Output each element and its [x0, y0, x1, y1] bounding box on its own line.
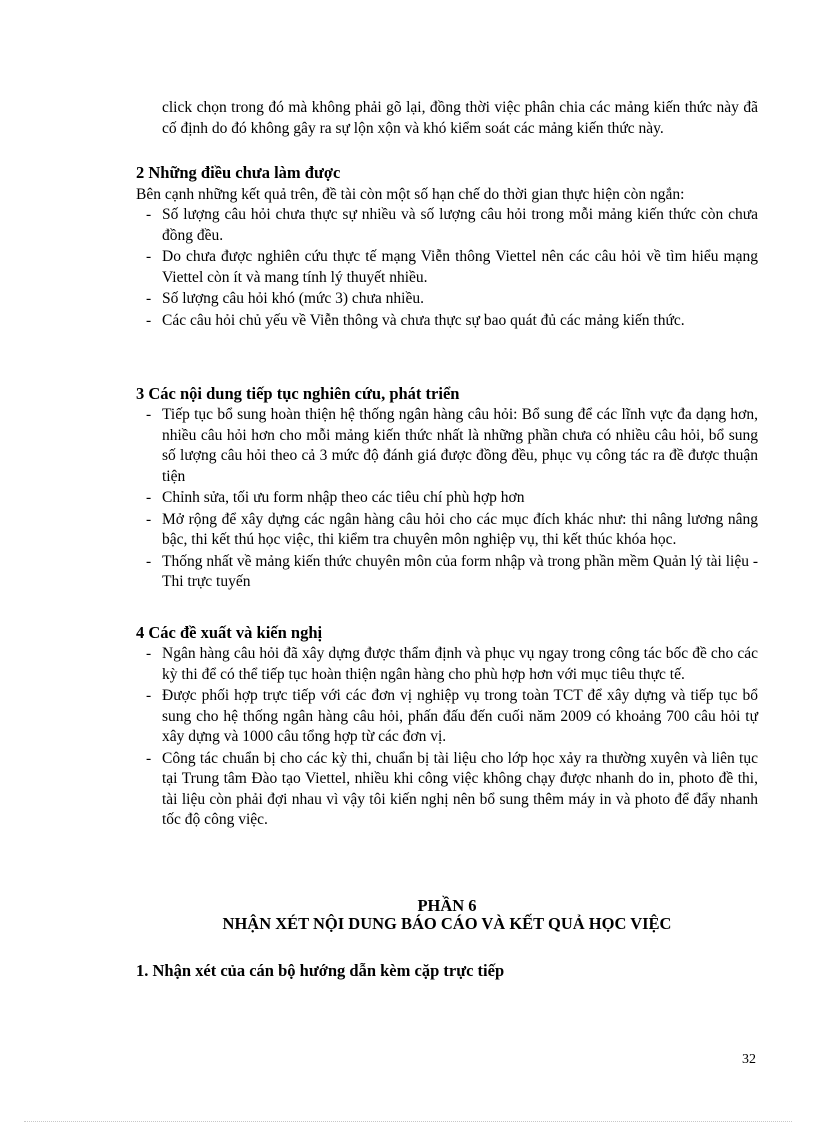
- list-item-text: Do chưa được nghiên cứu thực tế mạng Viễn thông Viettel nên các câu hỏi về tìm hiểu mạng Viettel còn ít và mang tính lý thuyết nhiều.: [162, 248, 758, 286]
- list-item: [136, 552, 758, 593]
- dash-bullet: -: [146, 645, 152, 662]
- section-4-list: [136, 644, 758, 831]
- list-item-text: Các câu hỏi chủ yếu về Viễn thông và chưa thực sự bao quát đủ các mảng kiến thức.: [162, 311, 685, 329]
- list-item-text: Số lượng câu hỏi khó (mức 3) chưa nhiều.: [162, 290, 424, 307]
- list-item: [136, 205, 758, 246]
- list-item: [136, 749, 758, 831]
- dash-bullet: -: [146, 687, 152, 704]
- section-2-list: [136, 205, 758, 331]
- section-3-list: [136, 405, 758, 593]
- subsection-1-heading: 1. Nhận xét của cán bộ hướng dẫn kèm cặp trực tiếp: [136, 961, 505, 980]
- dash-bullet: -: [146, 206, 152, 223]
- intro-continuation-paragraph: click chọn trong đó mà không phải gõ lại, đồng thời việc phân chia các mảng kiến thức này đã cố định do đó không gây ra sự lộn xộn và khó kiểm soát các mảng kiến thức này.: [162, 99, 758, 137]
- section-2-heading: 2 Những điều chưa làm được: [136, 163, 341, 182]
- list-item: [136, 488, 758, 509]
- list-item: [136, 405, 758, 487]
- part-label: PHẦN 6: [417, 896, 477, 915]
- list-item-text: Được phối hợp trực tiếp với các đơn vị nghiệp vụ trong toàn TCT để xây dựng và tiếp tục bổ sung cho hệ thống ngân hàng câu hỏi, phấn đấu đến cuối năm 2009 có khoảng 700 câu hỏi tự xây dựng và 1000 câu tổng hợp từ các đơn vị.: [162, 687, 758, 745]
- section-3: [136, 383, 758, 594]
- section-3-heading: 3 Các nội dung tiếp tục nghiên cứu, phát triển: [136, 384, 460, 403]
- list-item-text: Thống nhất về mảng kiến thức chuyên môn của form nhập và trong phần mềm Quản lý tài liệu - Thi trực tuyến: [162, 552, 758, 590]
- list-item: [136, 686, 758, 748]
- list-item-text: Tiếp tục bổ sung hoàn thiện hệ thống ngân hàng câu hỏi: Bổ sung để các lĩnh vực đa dạng hơn, nhiều câu hỏi hơn cho mỗi mảng kiến thức nhất là những phần chưa có nhiều câu hỏi, bổ sung số lượng câu hỏi theo cả 3 mức độ đánh giá được đồng đều, phục vụ công tác ra đề được thuận tiện: [162, 406, 758, 485]
- list-item: [136, 247, 758, 288]
- dash-bullet: -: [146, 311, 152, 329]
- section-2-intro: Bên cạnh những kết quả trên, đề tài còn một số hạn chế do thời gian thực hiện còn ngắn:: [136, 186, 685, 203]
- list-item-text: Mở rộng để xây dựng các ngân hàng câu hỏi cho các mục đích khác như: thi nâng lương nâng bậc, thi kết thú học việc, thi kiểm tra chuyên môn nghiệp vụ, thi kết thúc khóa học.: [162, 510, 758, 548]
- section-2: [136, 162, 758, 332]
- list-item: [136, 289, 758, 310]
- list-item: [136, 510, 758, 551]
- list-item-text: Chỉnh sửa, tối ưu form nhập theo các tiêu chí phù hợp hơn: [162, 489, 525, 506]
- section-4: [136, 622, 758, 832]
- list-item: [136, 644, 758, 685]
- dash-bullet: -: [146, 406, 152, 423]
- dash-bullet: -: [146, 489, 152, 506]
- list-item-text: Công tác chuẩn bị cho các kỳ thi, chuẩn bị tài liệu cho lớp học xảy ra thường xuyên và liên tục tại Trung tâm Đào tạo Viettel, nhiều khi công việc không chạy được nhanh do in, photo đề thi, tài liệu còn phải đợi nhau vì vậy tôi kiến nghị nên bổ sung thêm máy in và photo để đẩy nhanh tốc độ công việc.: [162, 749, 758, 828]
- part-title: NHẬN XÉT NỘI DUNG BÁO CÁO VÀ KẾT QUẢ HỌC VIỆC: [222, 914, 672, 933]
- page-number: 32: [742, 1052, 756, 1067]
- list-item-text: Ngân hàng câu hỏi đã xây dựng được thẩm định và phục vụ ngay trong công tác bốc đề cho các kỳ thi để có thể tiếp tục hoàn thiện ngân hàng cho phù hợp hơn với mục tiêu thực tế.: [162, 645, 758, 683]
- page-bottom-border: [24, 1121, 792, 1122]
- dash-bullet: -: [146, 510, 152, 528]
- list-item: [136, 311, 758, 332]
- dash-bullet: -: [146, 290, 152, 307]
- dash-bullet: -: [146, 248, 152, 265]
- list-item-text: Số lượng câu hỏi chưa thực sự nhiều và số lượng câu hỏi trong mỗi mảng kiến thức còn chưa đồng đều.: [162, 206, 758, 244]
- section-4-heading: 4 Các đề xuất và kiến nghị: [136, 623, 323, 642]
- dash-bullet: -: [146, 749, 152, 767]
- dash-bullet: -: [146, 552, 152, 570]
